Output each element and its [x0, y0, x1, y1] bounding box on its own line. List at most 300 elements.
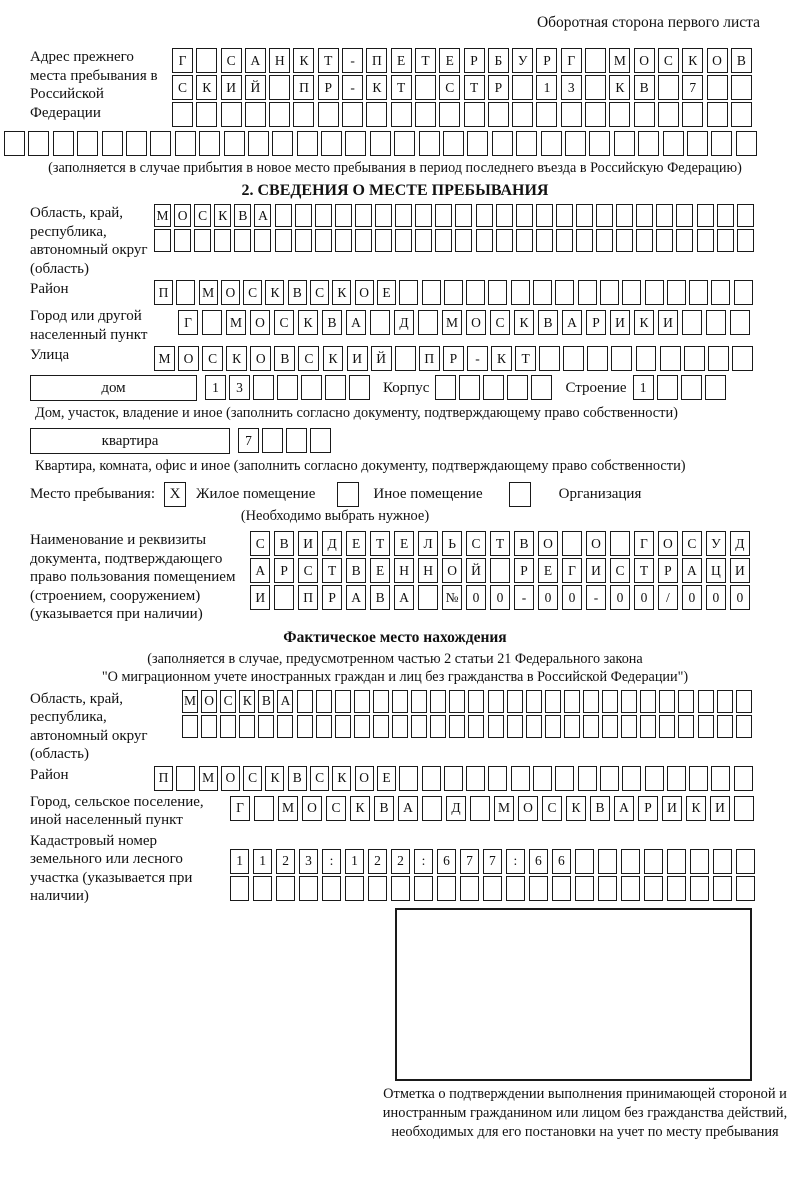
char-box — [297, 690, 313, 713]
char-box — [575, 876, 594, 901]
char-box — [556, 204, 573, 227]
char-box — [297, 715, 313, 738]
char-box: А — [394, 585, 414, 610]
fact-oblast-row-1 — [182, 690, 755, 713]
char-box: К — [350, 796, 370, 821]
char-box — [175, 131, 196, 156]
char-box: О — [634, 48, 655, 73]
char-box: Р — [514, 558, 534, 583]
char-box: И — [662, 796, 682, 821]
char-box: 1 — [345, 849, 364, 874]
char-box — [355, 204, 372, 227]
char-box — [689, 766, 708, 791]
char-box: М — [442, 310, 462, 335]
prev-address-section — [30, 48, 760, 129]
dom-field-label: дом — [101, 379, 126, 396]
char-box — [102, 131, 123, 156]
char-box — [640, 690, 656, 713]
char-box — [645, 280, 664, 305]
char-box — [576, 204, 593, 227]
char-box — [395, 204, 412, 227]
char-box: К — [298, 310, 318, 335]
gorod-label: Город или другой населенный пункт — [30, 308, 148, 343]
stamp-caption: Отметка о подтверждении выполнения принимающей стороной и иностранным гражданином или лицом без гражданства действий, необходимых для его постановки на учет по месту пребывания — [382, 1085, 788, 1140]
prev-address-row-4 — [4, 131, 760, 156]
kvartira-field-box — [30, 428, 230, 454]
char-box — [563, 346, 584, 371]
char-box — [634, 102, 655, 127]
char-box — [414, 876, 433, 901]
kvartira-caption: Квартира, комната, офис и иное (заполнить согласно документу, подтверждающему право собственности) — [35, 458, 686, 474]
char-box: Б — [488, 48, 509, 73]
char-box — [561, 102, 582, 127]
char-box — [449, 690, 465, 713]
char-box — [596, 204, 613, 227]
char-box — [258, 715, 274, 738]
char-box — [488, 280, 507, 305]
char-box: А — [346, 585, 366, 610]
char-box — [220, 715, 236, 738]
char-box — [375, 204, 392, 227]
char-box: 0 — [730, 585, 750, 610]
char-box — [507, 715, 523, 738]
char-box — [430, 715, 446, 738]
char-box: И — [586, 558, 606, 583]
fact-oblast-section — [30, 690, 760, 764]
char-box: И — [298, 531, 318, 556]
char-box — [564, 690, 580, 713]
char-box: О — [250, 346, 271, 371]
char-box: Д — [730, 531, 750, 556]
char-box — [370, 310, 390, 335]
char-box: О — [658, 531, 678, 556]
char-box — [511, 280, 530, 305]
char-box — [277, 715, 293, 738]
char-box — [483, 876, 502, 901]
char-box — [526, 690, 542, 713]
char-box — [511, 766, 530, 791]
char-box — [732, 346, 753, 371]
char-box — [734, 766, 753, 791]
char-box — [717, 690, 733, 713]
char-box — [399, 766, 418, 791]
char-box: 0 — [706, 585, 726, 610]
char-box: 1 — [633, 375, 654, 400]
char-box: - — [342, 75, 363, 100]
char-box — [698, 690, 714, 713]
char-box — [316, 715, 332, 738]
char-box: В — [634, 75, 655, 100]
char-box: В — [538, 310, 558, 335]
choose-hint: (Необходимо выбрать нужное) — [240, 508, 430, 524]
char-box: С — [220, 690, 236, 713]
char-box: Л — [418, 531, 438, 556]
fact-oblast-row-2 — [182, 715, 755, 738]
rayon-section — [30, 280, 760, 305]
char-box: С — [298, 558, 318, 583]
char-box: И — [610, 310, 630, 335]
char-box: К — [332, 766, 351, 791]
char-box — [349, 375, 370, 400]
zhiloe-checkbox: X — [164, 482, 186, 507]
char-box: А — [614, 796, 634, 821]
char-box: Р — [322, 585, 342, 610]
char-box — [658, 75, 679, 100]
char-box: О — [174, 204, 191, 227]
char-box — [466, 766, 485, 791]
char-box: Р — [443, 346, 464, 371]
char-box — [533, 280, 552, 305]
char-box — [392, 690, 408, 713]
char-box: А — [245, 48, 266, 73]
char-box — [286, 428, 307, 453]
char-box — [399, 280, 418, 305]
char-box — [295, 204, 312, 227]
char-box: А — [562, 310, 582, 335]
char-box — [476, 204, 493, 227]
char-box: Н — [269, 48, 290, 73]
document-row-2 — [250, 558, 754, 583]
prev-address-label: Адрес прежнего места пребывания в Российской Федерации — [30, 49, 158, 121]
char-box: К — [293, 48, 314, 73]
char-box: В — [514, 531, 534, 556]
char-box — [621, 876, 640, 901]
char-box — [418, 310, 438, 335]
char-box — [585, 48, 606, 73]
char-box — [622, 766, 641, 791]
char-box — [415, 102, 436, 127]
char-box — [355, 229, 372, 252]
char-box — [464, 102, 485, 127]
char-box — [496, 204, 513, 227]
char-box: П — [298, 585, 318, 610]
char-box: С — [243, 766, 262, 791]
char-box — [316, 690, 332, 713]
char-box: № — [442, 585, 462, 610]
char-box: 1 — [536, 75, 557, 100]
char-box: К — [609, 75, 630, 100]
char-box — [667, 766, 686, 791]
char-box — [202, 310, 222, 335]
rayon-row — [154, 280, 756, 305]
char-box: 3 — [299, 849, 318, 874]
char-box — [415, 229, 432, 252]
char-box — [507, 375, 528, 400]
char-box — [638, 131, 659, 156]
char-box: М — [226, 310, 246, 335]
char-box — [345, 131, 366, 156]
char-box: : — [322, 849, 341, 874]
char-box: М — [278, 796, 298, 821]
char-box — [488, 715, 504, 738]
char-box — [737, 229, 754, 252]
char-box: О — [201, 690, 217, 713]
char-box: Т — [515, 346, 536, 371]
char-box — [490, 558, 510, 583]
char-box — [536, 229, 553, 252]
char-box: И — [347, 346, 368, 371]
char-box — [578, 280, 597, 305]
char-box — [411, 690, 427, 713]
char-box: И — [250, 585, 270, 610]
char-box: К — [226, 346, 247, 371]
fact-caption-1: (заполняется в случае, предусмотренном частью 2 статьи 21 Федерального закона — [147, 650, 643, 667]
char-box: Г — [561, 48, 582, 73]
char-box — [459, 375, 480, 400]
char-box — [449, 715, 465, 738]
char-box — [496, 229, 513, 252]
char-box — [636, 204, 653, 227]
char-box — [621, 690, 637, 713]
char-box: - — [342, 48, 363, 73]
char-box: А — [346, 310, 366, 335]
char-box: К — [682, 48, 703, 73]
char-box — [297, 131, 318, 156]
char-box — [4, 131, 25, 156]
section2-title: 2. СВЕДЕНИЯ О МЕСТЕ ПРЕБЫВАНИЯ — [241, 182, 549, 199]
ulitsa-label: Улица — [30, 347, 70, 363]
char-box — [731, 75, 752, 100]
char-box — [373, 690, 389, 713]
char-box — [697, 204, 714, 227]
char-box: Н — [418, 558, 438, 583]
char-box — [667, 280, 686, 305]
char-box: Р — [586, 310, 606, 335]
char-box: А — [398, 796, 418, 821]
char-box — [394, 131, 415, 156]
char-box: Т — [391, 75, 412, 100]
char-box — [455, 229, 472, 252]
char-box — [419, 131, 440, 156]
mesto-label: Место пребывания: — [30, 486, 155, 502]
char-box: Е — [346, 531, 366, 556]
char-box: : — [414, 849, 433, 874]
char-box — [711, 280, 730, 305]
fact-rayon-section — [30, 766, 760, 791]
char-box: 0 — [562, 585, 582, 610]
char-box — [516, 229, 533, 252]
char-box: В — [346, 558, 366, 583]
char-box — [614, 131, 635, 156]
zhiloe-label: Жилое помещение — [196, 486, 316, 502]
char-box — [275, 229, 292, 252]
char-box: С — [439, 75, 460, 100]
dom-section — [30, 375, 760, 401]
char-box — [492, 131, 513, 156]
char-box — [254, 796, 274, 821]
kadastr-label: Кадастровый номер земельного или лесного участка (указывается при наличии) — [30, 832, 193, 904]
char-box — [689, 280, 708, 305]
char-box: О — [707, 48, 728, 73]
char-box — [708, 346, 729, 371]
char-box: Е — [377, 280, 396, 305]
char-box: С — [202, 346, 223, 371]
char-box: - — [586, 585, 606, 610]
char-box — [422, 766, 441, 791]
char-box — [731, 102, 752, 127]
prev-address-row-3 — [172, 102, 755, 127]
char-box — [335, 204, 352, 227]
char-box — [516, 131, 537, 156]
char-box — [602, 690, 618, 713]
char-box: С — [243, 280, 262, 305]
char-box: 7 — [238, 428, 259, 453]
char-box: 3 — [561, 75, 582, 100]
char-box — [269, 75, 290, 100]
char-box — [411, 715, 427, 738]
char-box — [321, 131, 342, 156]
fact-gorod-label: Город, сельское поселение, иной населенный пункт — [30, 793, 204, 828]
char-box — [430, 690, 446, 713]
char-box — [659, 715, 675, 738]
char-box: Д — [446, 796, 466, 821]
kadastr-row-1 — [230, 849, 759, 874]
char-box — [687, 131, 708, 156]
char-box: В — [258, 690, 274, 713]
char-box — [415, 75, 436, 100]
char-box — [578, 766, 597, 791]
document-row-1 — [250, 531, 754, 556]
char-box — [678, 690, 694, 713]
char-box: 1 — [253, 849, 272, 874]
char-box: К — [265, 766, 284, 791]
char-box: Г — [178, 310, 198, 335]
char-box: О — [538, 531, 558, 556]
char-box — [656, 204, 673, 227]
oblast-row-2 — [154, 229, 757, 252]
char-box: / — [658, 585, 678, 610]
char-box — [150, 131, 171, 156]
char-box: У — [512, 48, 533, 73]
char-box — [536, 102, 557, 127]
char-box — [667, 876, 686, 901]
char-box — [443, 131, 464, 156]
char-box: М — [199, 766, 218, 791]
char-box — [598, 849, 617, 874]
char-box — [589, 131, 610, 156]
char-box: П — [293, 75, 314, 100]
char-box: Й — [245, 75, 266, 100]
char-box — [556, 229, 573, 252]
char-box — [562, 531, 582, 556]
char-box: В — [288, 766, 307, 791]
fact-oblast-label: Область, край, республика, автономный округ (область) — [30, 690, 148, 762]
char-box: О — [355, 766, 374, 791]
char-box: П — [154, 280, 173, 305]
char-box — [736, 849, 755, 874]
char-box — [366, 102, 387, 127]
char-box: 7 — [483, 849, 502, 874]
back-side-note: Оборотная сторона первого листа — [536, 14, 760, 31]
char-box — [621, 715, 637, 738]
char-box — [600, 766, 619, 791]
dom-caption: Дом, участок, владение и иное (заполнить согласно документу, подтверждающему право собственности) — [35, 405, 678, 421]
char-box: 0 — [610, 585, 630, 610]
char-box — [526, 715, 542, 738]
char-box: Т — [490, 531, 510, 556]
char-box: И — [710, 796, 730, 821]
char-box — [565, 131, 586, 156]
char-box — [713, 876, 732, 901]
document-section — [30, 531, 760, 624]
char-box: Д — [394, 310, 414, 335]
char-box — [315, 229, 332, 252]
char-box: О — [518, 796, 538, 821]
char-box — [248, 131, 269, 156]
char-box — [583, 715, 599, 738]
char-box — [545, 690, 561, 713]
char-box — [690, 876, 709, 901]
char-box — [681, 375, 702, 400]
char-box — [468, 690, 484, 713]
document-label: Наименование и реквизиты документа, подтверждающего право пользования помещением (строением, сооружением) (указывается при наличии) — [30, 532, 236, 622]
char-box: Р — [658, 558, 678, 583]
char-box — [555, 280, 574, 305]
org-label: Организация — [558, 486, 642, 502]
char-box — [277, 375, 298, 400]
char-box: О — [355, 280, 374, 305]
char-box — [435, 375, 456, 400]
char-box: 7 — [682, 75, 703, 100]
stamp-box — [395, 908, 752, 1081]
char-box — [354, 690, 370, 713]
korpus-label: Корпус — [383, 380, 430, 396]
char-box — [176, 766, 195, 791]
char-box: С — [610, 558, 630, 583]
char-box — [274, 585, 294, 610]
char-box: П — [154, 766, 173, 791]
char-box: С — [221, 48, 242, 73]
char-box: С — [326, 796, 346, 821]
char-box — [707, 102, 728, 127]
char-box: 2 — [368, 849, 387, 874]
char-box — [552, 876, 571, 901]
char-box — [196, 48, 217, 73]
char-box: О — [221, 280, 240, 305]
char-box: В — [590, 796, 610, 821]
char-box — [391, 102, 412, 127]
char-box — [660, 346, 681, 371]
char-box — [392, 715, 408, 738]
gorod-row — [178, 310, 754, 335]
char-box: Р — [536, 48, 557, 73]
char-box: В — [288, 280, 307, 305]
char-box — [539, 346, 560, 371]
char-box — [488, 102, 509, 127]
char-box: В — [731, 48, 752, 73]
char-box: С — [310, 766, 329, 791]
char-box: 3 — [229, 375, 250, 400]
char-box — [717, 715, 733, 738]
char-box — [201, 715, 217, 738]
char-box — [488, 690, 504, 713]
char-box — [418, 585, 438, 610]
char-box: Д — [322, 531, 342, 556]
char-box: К — [566, 796, 586, 821]
char-box — [370, 131, 391, 156]
char-box — [415, 204, 432, 227]
char-box: О — [250, 310, 270, 335]
char-box — [682, 310, 702, 335]
char-box — [512, 102, 533, 127]
char-box — [676, 204, 693, 227]
kvartira-number-row — [238, 428, 334, 453]
ulitsa-row — [154, 346, 756, 371]
char-box — [28, 131, 49, 156]
char-box — [310, 428, 331, 453]
char-box — [598, 876, 617, 901]
char-box: М — [494, 796, 514, 821]
